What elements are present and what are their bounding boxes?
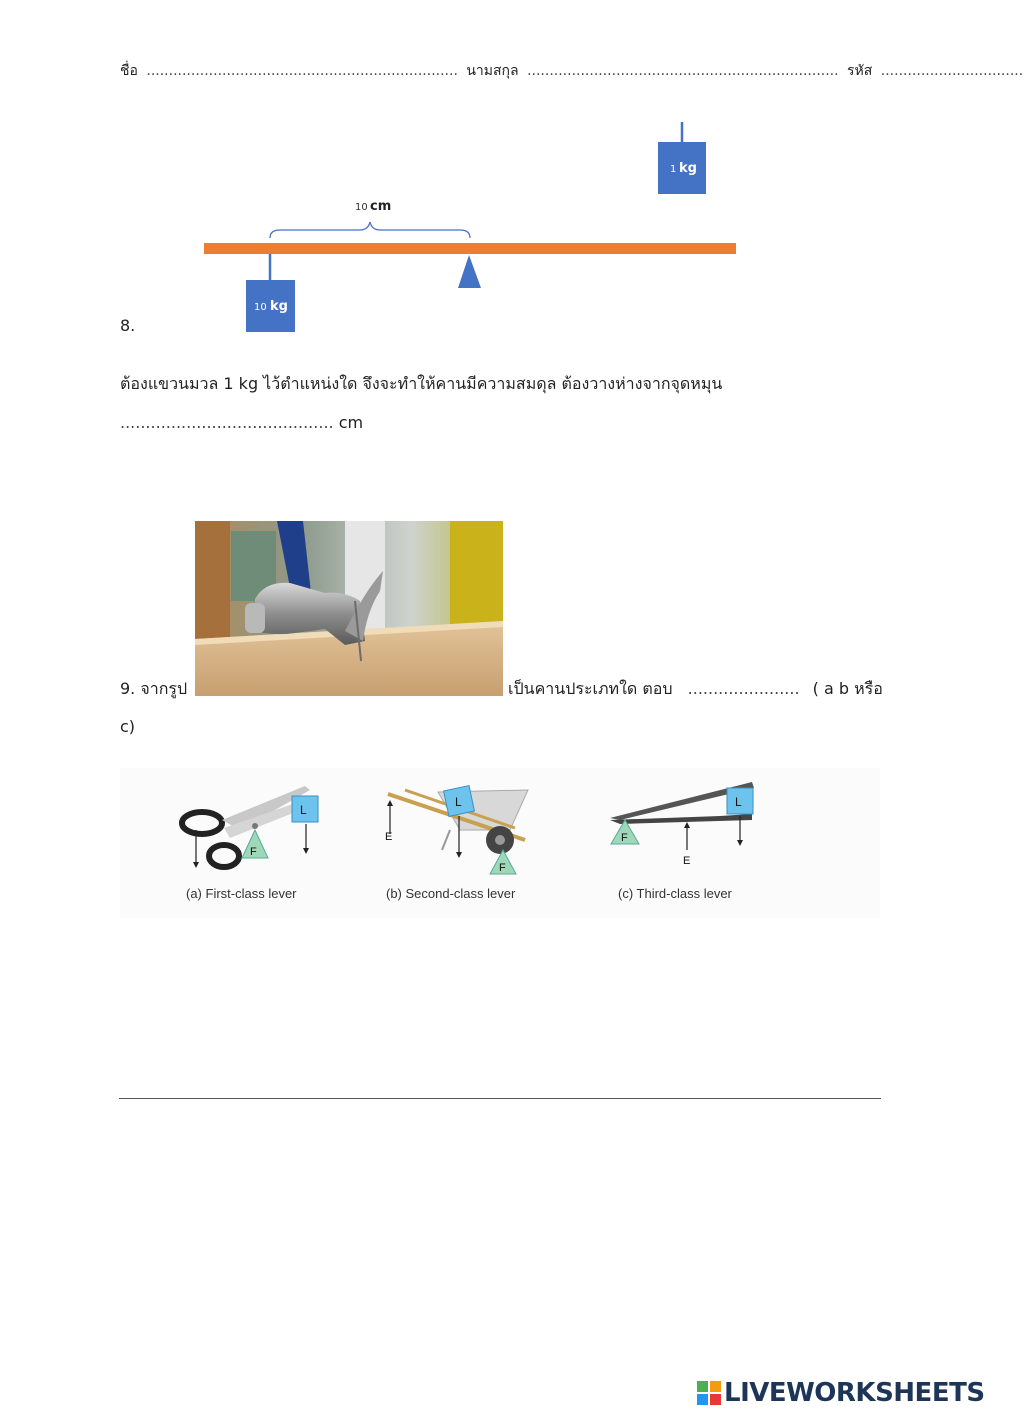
fulcrum-label-c: F <box>621 832 628 844</box>
liveworksheets-logo-text: LIVEWORKSHEETS <box>724 1378 985 1408</box>
id-label: รหัส <box>847 63 873 79</box>
left-mass-10kg <box>246 254 295 332</box>
student-info-line <box>120 64 1027 78</box>
liveworksheets-logo-icon <box>697 1381 721 1405</box>
liveworksheets-logo <box>697 1377 985 1409</box>
question-9-options: ( a b หรือ <box>812 679 883 698</box>
question-9-text: เป็นคานประเภทใด ตอบ <box>508 679 673 698</box>
name-blank[interactable]: ...................................................................... <box>146 63 458 79</box>
question-8-text: ต้องแขวนมวล 1 kg ไว้ตำแหน่งใด จึงจะทำให้คานมีความสมดุล ต้องวางห่างจากจุดหมุน <box>120 374 723 393</box>
fulcrum-label-a: F <box>250 846 257 858</box>
distance-value: 10 <box>355 202 368 213</box>
question-8-answer-unit: cm <box>338 413 364 432</box>
load-label-c: L <box>735 795 742 809</box>
lever-types-figure <box>120 768 880 918</box>
left-mass-value: 10 <box>254 302 267 313</box>
caption-first-class: (a) First-class lever <box>186 886 297 901</box>
surname-label: นามสกุล <box>466 63 519 79</box>
bottom-divider <box>119 1098 881 1099</box>
effort-label-b: E <box>385 831 393 843</box>
left-mass-unit: kg <box>270 299 288 314</box>
question-9-prefix: 9. จากรูป <box>120 679 188 698</box>
question-9-answer-blank[interactable]: ...................... <box>687 679 800 698</box>
hanging-mass-value: 1 <box>670 164 677 175</box>
hanging-mass-1kg[interactable] <box>658 122 706 194</box>
lever-beam <box>204 243 736 254</box>
hanging-mass-unit: kg <box>679 161 697 176</box>
fulcrum-triangle <box>458 255 481 288</box>
lever-balance-diagram <box>190 110 750 340</box>
fulcrum-label-b: F <box>499 862 506 874</box>
question-8-number: 8. <box>120 316 136 335</box>
hammer-pulling-nail-photo <box>195 521 503 696</box>
name-label: ชื่อ <box>120 63 138 79</box>
question-8-answer-blank[interactable]: .......................................... <box>120 413 334 432</box>
question-9-line <box>508 681 883 697</box>
id-blank[interactable]: ................................ <box>880 63 1024 79</box>
question-9-options-end: c) <box>120 717 136 736</box>
question-8-answer-line <box>120 415 363 431</box>
distance-bracket <box>270 199 470 238</box>
effort-label-c: E <box>683 855 691 867</box>
caption-third-class: (c) Third-class lever <box>618 886 732 901</box>
caption-second-class: (b) Second-class lever <box>386 886 516 901</box>
load-label-a: L <box>300 803 307 817</box>
load-label-b: L <box>455 795 462 809</box>
distance-unit: cm <box>370 199 392 214</box>
surname-blank[interactable]: ...................................................................... <box>527 63 839 79</box>
effort-label-a: E <box>192 817 200 829</box>
